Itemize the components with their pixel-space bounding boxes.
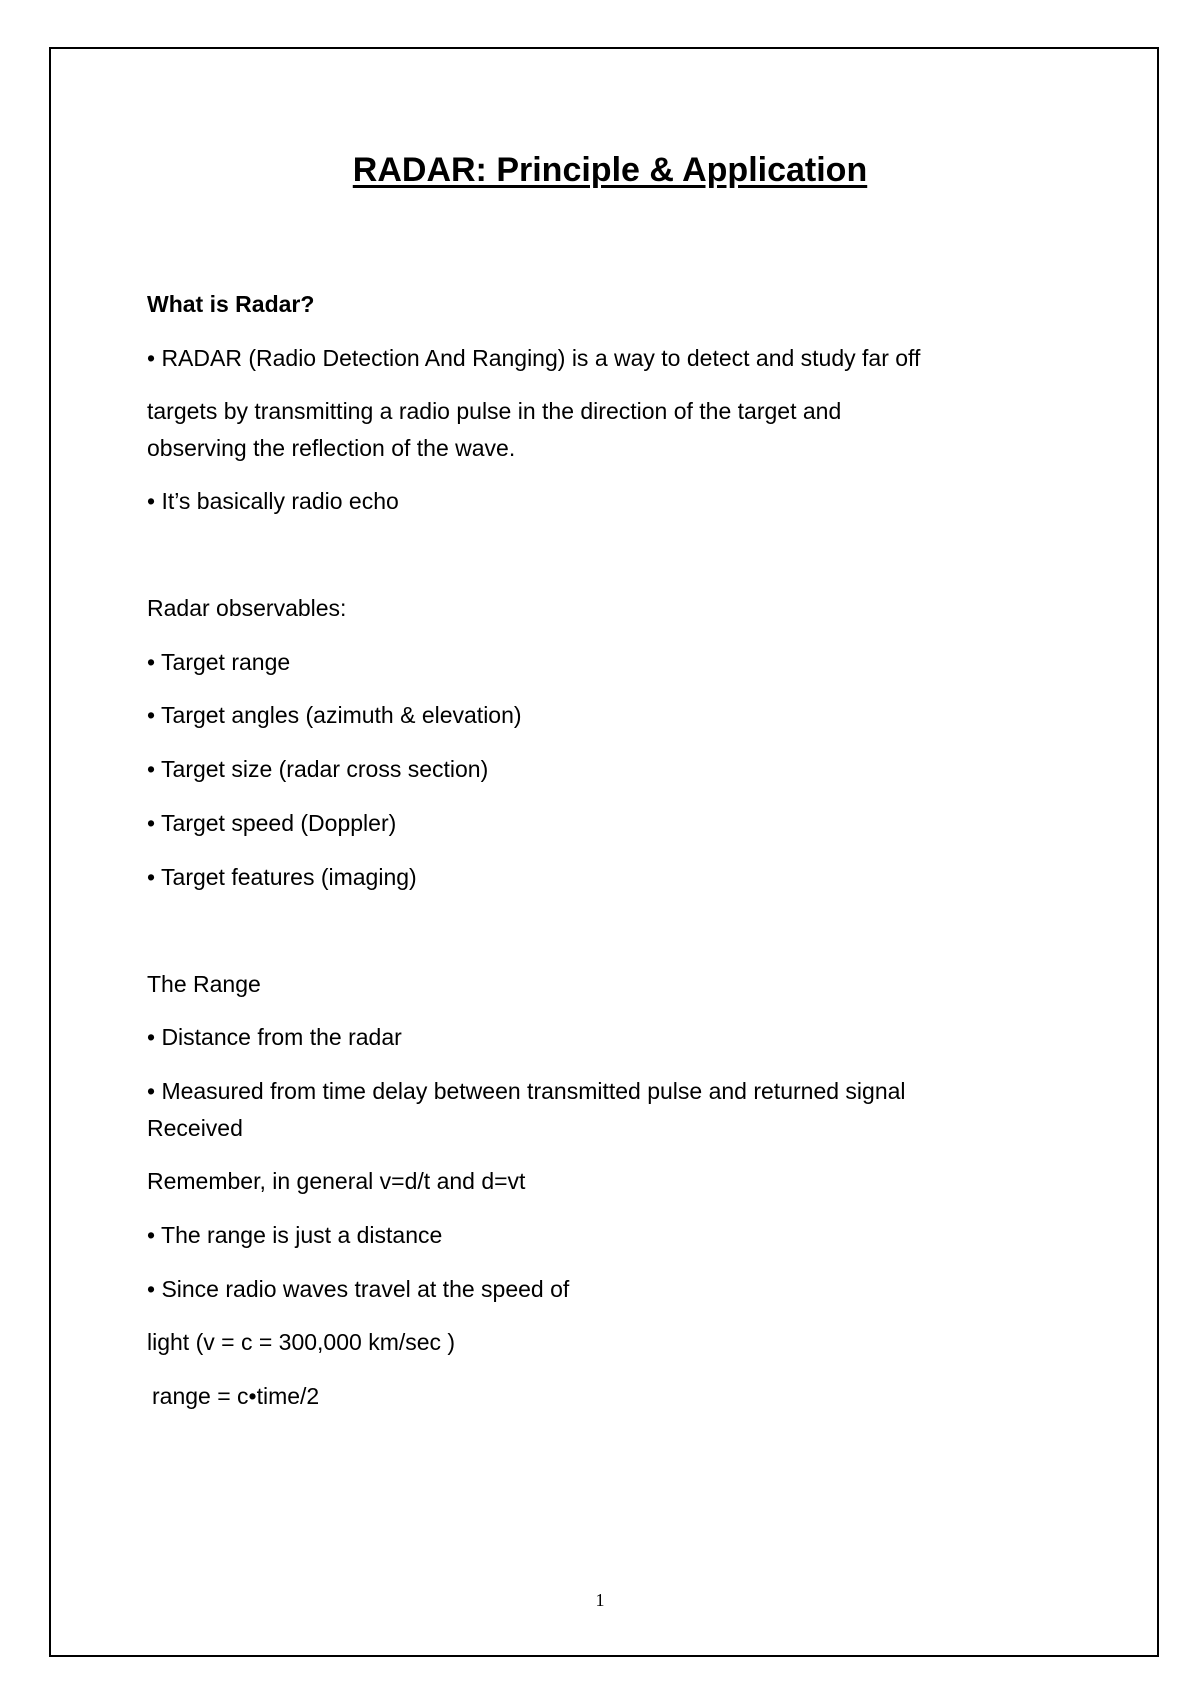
paragraph-line: Remember, in general v=d/t and d=vt — [147, 1168, 526, 1194]
formula-line: range = c•time/2 — [152, 1383, 320, 1409]
paragraph-line: targets by transmitting a radio pulse in the direction of the target and — [147, 398, 842, 424]
bullet-item: • The range is just a distance — [147, 1222, 443, 1248]
bullet-item: • Target speed (Doppler) — [147, 810, 397, 836]
paragraph-line: Received — [147, 1115, 243, 1141]
bullet-item: • Distance from the radar — [147, 1024, 402, 1050]
section-heading-range: The Range — [147, 971, 261, 997]
paragraph-line: light (v = c = 300,000 km/sec ) — [147, 1329, 456, 1355]
section-heading-observables: Radar observables: — [147, 595, 347, 621]
bullet-item: • It’s basically radio echo — [147, 488, 399, 514]
bullet-item: • Measured from time delay between transmitted pulse and returned signal — [147, 1078, 906, 1104]
bullet-item: • Target range — [147, 649, 291, 675]
bullet-item: • Since radio waves travel at the speed of — [147, 1276, 570, 1302]
bullet-item: • Target features (imaging) — [147, 864, 417, 890]
page-number: 1 — [595, 1590, 605, 1610]
paragraph-line: observing the reflection of the wave. — [147, 435, 516, 461]
document-title: RADAR: Principle & Application — [352, 151, 868, 189]
paragraph-line: • RADAR (Radio Detection And Ranging) is a way to detect and study far off — [147, 345, 921, 371]
bullet-item: • Target angles (azimuth & elevation) — [147, 702, 522, 728]
section-heading-what-is-radar: What is Radar? — [147, 291, 315, 317]
bullet-item: • Target size (radar cross section) — [147, 756, 489, 782]
